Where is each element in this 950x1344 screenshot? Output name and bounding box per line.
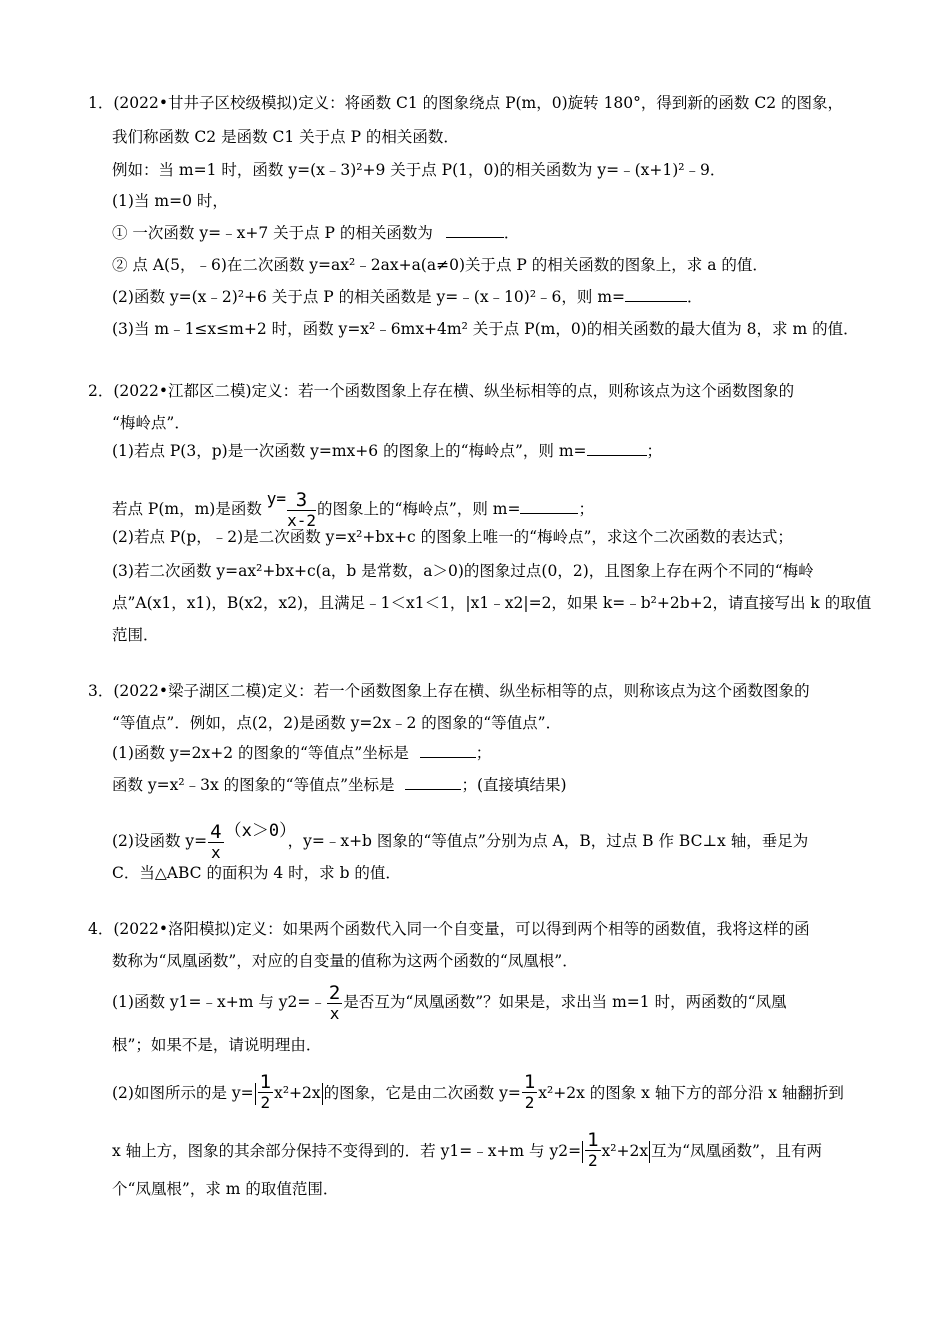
q3-text-1: 定义：若一个函数图象上存在横、纵坐标相等的点，则称该点为这个函数图象的 [267, 682, 810, 700]
q1-line-7 [112, 286, 703, 308]
q3-fraction-condition: （x＞0） [224, 821, 288, 841]
q1-text-7: (2)函数 y=(x﹣2)²+6 关于点 P 的相关函数是 y=﹣(x﹣10)²﹣6，则 m= [112, 288, 626, 306]
q2-line-3 [112, 440, 662, 462]
q4-text-5b: x²+2x [274, 1084, 321, 1102]
q4-line-4: 根”；如果不是，请说明理由． [112, 1036, 322, 1054]
fraction-numerator: 1 [523, 1071, 536, 1093]
q4-half-fraction-2 [522, 1073, 537, 1111]
q1-text-5: ① 一次函数 y=﹣x+7 关于点 P 的相关函数为 [112, 224, 433, 242]
q4-text-3a: (1)函数 y1=﹣x+m 与 y2=﹣ [112, 993, 326, 1011]
q2-line-4 [112, 476, 594, 532]
q4-line-6 [112, 1124, 822, 1178]
q3-line-3 [112, 742, 491, 764]
q3-line-5 [112, 808, 808, 864]
q2-line-1 [88, 380, 860, 402]
q2-line-7: 点”A(x1，x1)，B(x2，x2)，且满足﹣1＜x1＜1，|x1﹣x2|=2，如果 k=﹣b²+2b+2，请直接写出 k 的取值 [112, 594, 872, 612]
q1-answer-blank-2[interactable] [625, 287, 687, 302]
fraction-denominator: 2 [260, 1093, 271, 1112]
q3-line-2: “等值点”．例如，点(2，2)是函数 y=2x﹣2 的图象的“等值点”． [112, 714, 562, 732]
q2-line-6 [112, 560, 860, 582]
q4-text-6a: x 轴上方，图象的其余部分保持不变得到的．若 y1=﹣x+m 与 y2= [112, 1142, 582, 1160]
q1-line-5 [112, 222, 519, 244]
punct: ． [503, 224, 520, 242]
q2-line-5: (2)若点 P(p，﹣2)是二次函数 y=x²+bx+c 的图象上唯一的“梅岭点”，求这个二次函数的表达式； [112, 528, 793, 546]
q4-number: 4． [88, 920, 114, 938]
q1-source: (2022•甘井子区校级模拟) [113, 94, 299, 112]
q2-source: (2022•江都区二模) [113, 382, 252, 400]
q2-fraction [287, 491, 316, 529]
q4-text-3b: 是否互为“凤凰函数”？如果是，求出当 m=1 时，两函数的“凤凰 [343, 993, 787, 1011]
q3-number: 3． [88, 682, 114, 700]
q2-text-4a: 若点 P(m，m)是函数 [112, 500, 262, 518]
q1-line-2: 我们称函数 C2 是函数 C1 关于点 P 的相关函数． [112, 128, 459, 146]
q1-answer-blank-1[interactable] [446, 223, 504, 238]
fraction-denominator: x [211, 843, 221, 862]
punct: ； [578, 500, 594, 518]
q4-line-5 [112, 1066, 844, 1120]
q3-text-5a: (2)设函数 y= [112, 832, 208, 850]
q2-line-8: 范围． [112, 626, 159, 644]
punct: ； [475, 744, 492, 762]
q3-answer-blank-2[interactable] [405, 775, 461, 790]
q3-text-4c: (直接填结果) [476, 776, 567, 794]
q4-line-1 [88, 918, 860, 940]
fraction-denominator: 2 [524, 1093, 535, 1112]
fraction-denominator: x-2 [287, 511, 316, 530]
q3-fraction [208, 823, 223, 861]
q2-fraction-lhs: y= [266, 489, 287, 508]
q3-line-1 [88, 680, 860, 702]
q2-text-1: 定义：若一个函数图象上存在横、纵坐标相等的点，则称该点为这个函数图象的 [251, 382, 795, 400]
q1-line-6: ② 点 A(5，﹣6)在二次函数 y=ax²﹣2ax+a(a≠0)关于点 P 的相关函数的图象上，求 a 的值． [112, 256, 768, 274]
punct: ； [461, 776, 477, 794]
fraction-numerator: 2 [328, 982, 341, 1004]
q4-text-5a: (2)如图所示的是 y= [112, 1084, 254, 1102]
q1-line-1 [88, 92, 860, 114]
q2-text-6: (3)若二次函数 y=ax²+bx+c(a，b 是常数，a＞0)的图象过点(0，2)，且图象上存在两个不同的“梅岭 [112, 562, 814, 580]
q2-line-2: “梅岭点”． [112, 414, 190, 432]
q3-answer-blank-1[interactable] [420, 743, 476, 758]
q3-text-3: (1)函数 y=2x+2 的图象的“等值点”坐标是 [112, 744, 409, 762]
q1-line-8: (3)当 m﹣1≤x≤m+2 时，函数 y=x²﹣6mx+4m² 关于点 P(m，0)的相关函数的最大值为 8，求 m 的值． [112, 320, 859, 338]
q2-text-3: (1)若点 P(3，p)是一次函数 y=mx+6 的图象上的“梅岭点”，则 m= [112, 442, 587, 460]
abs-bar-right [322, 1083, 323, 1105]
q2-answer-blank-1[interactable] [587, 441, 647, 456]
q1-text-1: 定义：将函数 C1 的图象绕点 P(m，0)旋转 180°，得到新的函数 C2 的图象， [298, 94, 843, 112]
fraction-numerator: 1 [259, 1071, 272, 1093]
q2-answer-blank-2[interactable] [520, 499, 578, 514]
fraction-denominator: x [329, 1004, 340, 1023]
punct: ； [646, 442, 663, 460]
q4-text-5c: 的图象，它是由二次函数 y= [323, 1084, 521, 1102]
abs-bar-left [255, 1083, 256, 1105]
fraction-denominator: 2 [588, 1151, 598, 1170]
q3-source: (2022•梁子湖区二模) [113, 682, 268, 700]
fraction-numerator: 4 [210, 821, 222, 843]
q4-half-fraction-1 [258, 1073, 273, 1111]
q1-line-3: 例如：当 m=1 时，函数 y=(x﹣3)²+9 关于点 P(1，0)的相关函数为 y=﹣(x+1)²﹣9． [112, 161, 726, 179]
q2-text-4b: 的图象上的“梅岭点”，则 m= [316, 500, 521, 518]
q4-half-fraction-3 [585, 1131, 600, 1169]
q3-text-4: 函数 y=x²﹣3x 的图象的“等值点”坐标是 [112, 776, 395, 794]
q4-line-7: 个“凤凰根”，求 m 的取值范围． [112, 1180, 339, 1198]
q4-text-5d: x²+2x 的图象 x 轴下方的部分沿 x 轴翻折到 [538, 1084, 844, 1102]
q4-text-1: 定义：如果两个函数代入同一个自变量，可以得到两个相等的函数值，我将这样的函 [236, 920, 810, 938]
q3-line-6: C．当△ABC 的面积为 4 时，求 b 的值． [112, 864, 401, 882]
q2-number: 2． [88, 382, 114, 400]
q1-number: 1． [88, 94, 114, 112]
abs-bar-left [582, 1141, 583, 1163]
q1-line-4: (1)当 m=0 时， [112, 192, 228, 210]
q4-line-3 [112, 980, 787, 1024]
q4-fraction [327, 984, 342, 1022]
q4-line-2: 数称为“凤凰函数”，对应的自变量的值称为这两个函数的“凤凰根”． [112, 952, 578, 970]
q4-text-6c: 互为“凤凰函数”，且有两 [651, 1142, 822, 1160]
fraction-numerator: 3 [295, 489, 308, 511]
q4-source: (2022•洛阳模拟) [113, 920, 237, 938]
fraction-numerator: 1 [587, 1129, 599, 1151]
abs-bar-right [649, 1141, 650, 1163]
punct: ． [687, 288, 703, 306]
q4-text-6b: x²+2x [601, 1142, 649, 1160]
q3-line-4 [112, 774, 567, 796]
q3-text-5b: ，y=﹣x+b 图象的“等值点”分别为点 A，B，过点 B 作 BC⊥x 轴，垂足为 [287, 832, 809, 850]
